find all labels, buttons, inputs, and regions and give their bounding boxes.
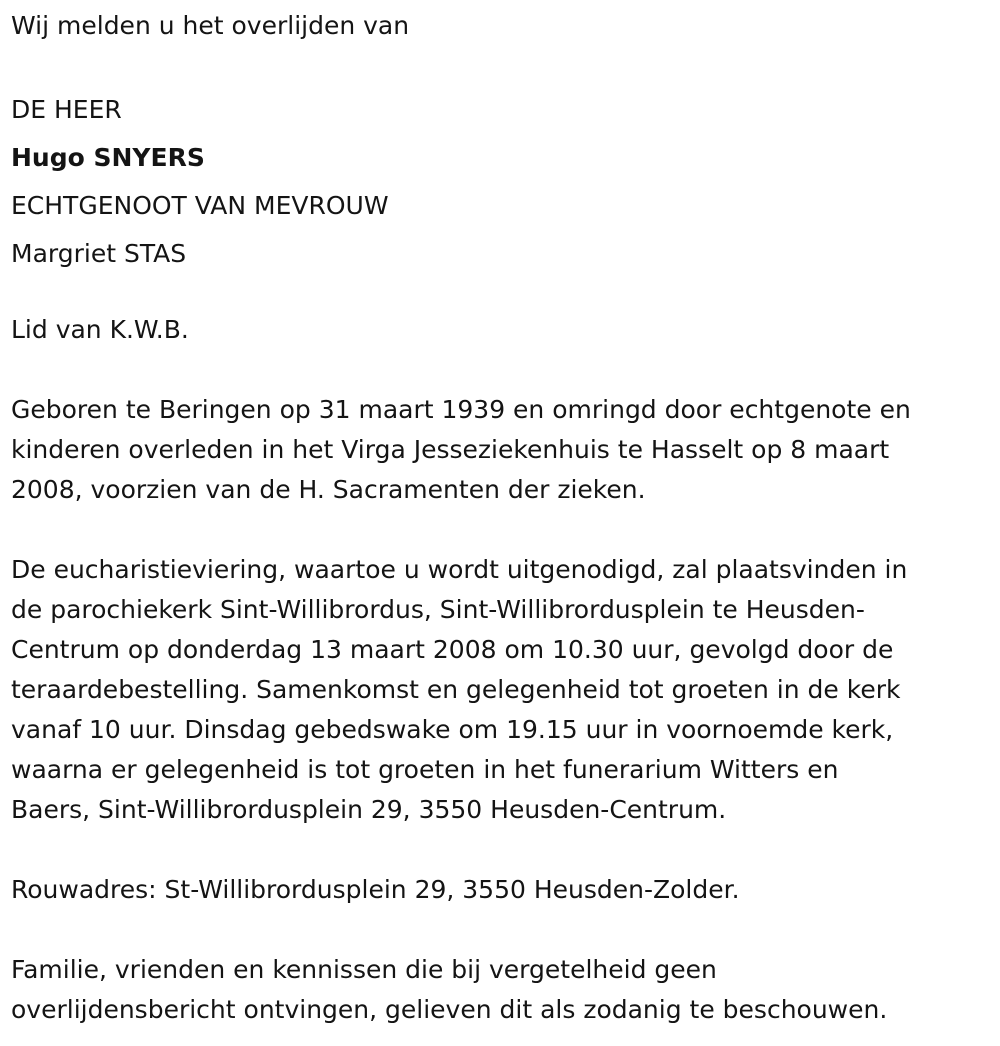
spacer — [11, 350, 986, 390]
paragraph-line: Familie, vrienden en kennissen die bij vergetelheid geen — [11, 955, 717, 984]
paragraph-line: Centrum op donderdag 13 maart 2008 om 10.30 uur, gevolgd door de — [11, 635, 894, 664]
closing-paragraph — [11, 950, 986, 1030]
intro-text: Wij melden u het overlijden van — [11, 11, 410, 40]
paragraph-line: kinderen overleden in het Virga Jesseziekenhuis te Hasselt op 8 maart — [11, 435, 890, 464]
paragraph-line: De eucharistieviering, waartoe u wordt uitgenodigd, zal plaatsvinden in — [11, 555, 908, 584]
ceremony-paragraph — [11, 550, 986, 830]
spacer — [11, 46, 986, 86]
spacer — [11, 910, 986, 950]
paragraph-line: Geboren te Beringen op 31 maart 1939 en omringd door echtgenote en — [11, 395, 911, 424]
spacer — [11, 278, 986, 310]
spacer — [11, 830, 986, 870]
spacer — [11, 510, 986, 550]
spouse-name: Margriet STAS — [11, 239, 187, 268]
deceased-name: Hugo SNYERS — [11, 143, 205, 172]
spouse-label: ECHTGENOOT VAN MEVROUW — [11, 191, 389, 220]
death-notice — [11, 6, 986, 1030]
mourning-address: Rouwadres: St-Willibrordusplein 29, 3550 Heusden-Zolder. — [11, 875, 740, 904]
paragraph-line: vanaf 10 uur. Dinsdag gebedswake om 19.15 uur in voornoemde kerk, — [11, 715, 894, 744]
title-text: DE HEER — [11, 95, 122, 124]
paragraph-line: de parochiekerk Sint-Willibrordus, Sint-Willibrordusplein te Heusden- — [11, 595, 865, 624]
membership-text: Lid van K.W.B. — [11, 315, 189, 344]
paragraph-line: 2008, voorzien van de H. Sacramenten der zieken. — [11, 475, 646, 504]
paragraph-line: teraardebestelling. Samenkomst en gelegenheid tot groeten in de kerk — [11, 675, 901, 704]
paragraph-line: waarna er gelegenheid is tot groeten in het funerarium Witters en — [11, 755, 839, 784]
paragraph-line: Baers, Sint-Willibrordusplein 29, 3550 Heusden-Centrum. — [11, 795, 727, 824]
paragraph-line: overlijdensbericht ontvingen, gelieven dit als zodanig te beschouwen. — [11, 995, 888, 1024]
birth-death-paragraph — [11, 390, 986, 510]
